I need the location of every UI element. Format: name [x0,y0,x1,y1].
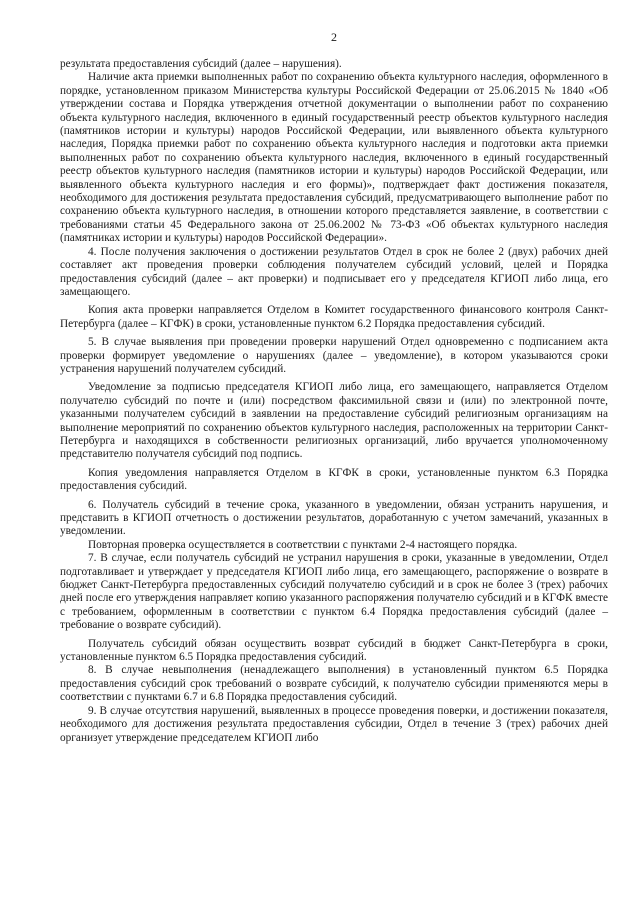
paragraph: 5. В случае выявления при проведении проверки нарушений Отдел одновременно с подписанием акта проверки формирует уведомление о нарушениях (далее – уведомление), в котором указываются сроки устранения нарушений получателем субсидий. [60,336,608,375]
paragraph: Копия акта проверки направляется Отделом в Комитет государственного финансового контроля Санкт-Петербурга (далее – КГФК) в сроки, установленные пунктом 6.2 Порядка предоставления субсидий. [60,304,608,330]
document-body [60,58,608,745]
paragraph: Повторная проверка осуществляется в соответствии с пунктами 2-4 настоящего порядка. [88,538,518,551]
paragraph: 9. В случае отсутствия нарушений, выявленных в процессе проведения поверки, и достижении показателя, необходимого для достижения результата предоставления субсидии, Отдел в течение 3 (трех) рабочих дней организует утверждение председателем КГИОП либо [60,704,608,744]
paragraph: 8. В случае невыполнения (ненадлежащего выполнения) в установленный пунктом 6.5 Порядка предоставления субсидий срок требований о возврате субсидий, к получателю субсидии применяются меры в соответствии с пунктами 6.7 и 6.8 Порядка предоставления субсидий. [60,664,608,704]
paragraph: результата предоставления субсидий (далее – нарушения). [60,58,342,70]
paragraph: 7. В случае, если получатель субсидий не устранил нарушения в сроки, указанные в уведомлении, Отдел подготавливает и утверждает у председателя КГИОП либо лица, его замещающего, распоряжение о возврате в бюджет Санкт-Петербурга предоставленных субсидий получателю субсидий и в срок не более 3 (трех) рабочих дней после его утверждения направляет копию указанного распоряжения получателю субсидий и в КГФК вместе с требованием, оформленным в соответствии с пунктом 6.4 Порядка предоставления субсидий (далее – требование о возврате субсидий). [60,552,608,632]
page-number: 2 [331,30,337,44]
paragraph: 4. После получения заключения о достижении результатов Отдел в срок не более 2 (двух) рабочих дней составляет акт проведения проверки соблюдения получателем субсидий условий, целей и Порядка предоставления субсидий (далее – акт проверки) и подписывает его у председателя КГИОП либо лица, его замещающего. [60,245,608,298]
paragraph: Уведомление за подписью председателя КГИОП либо лица, его замещающего, направляется Отделом получателю субсидий по почте и (или) посредством факсимильной связи и (или) по электронной почте, указанными получателем субсидий в заявлении на предоставление субсидий религиозным организациям на выполнение мероприятий по сохранению объектов культурного наследия, расположенных на территории Санкт-Петербурга и находящихся в собственности религиозных организаций, либо вручается уполномоченному представителю получателя субсидий под подпись. [60,381,608,461]
paragraph: 6. Получатель субсидий в течение срока, указанного в уведомлении, обязан устранить нарушения, и представить в КГИОП отчетность о достижении результатов, доработанную с учетом замечаний, указанных в уведомлении. [60,498,608,538]
paragraph: Получатель субсидий обязан осуществить возврат субсидий в бюджет Санкт-Петербурга в сроки, установленные пунктом 6.5 Порядка предоставления субсидий. [60,637,608,664]
paragraph: Наличие акта приемки выполненных работ по сохранению объекта культурного наследия, оформленного в порядке, установленном приказом Министерства культуры Российской Федерации от 25.06.2015 № 1840 «Об утверждении состава и Порядка утверждения отчетной документации о выполнении работ по сохранению объекта культурного наследия, включенного в единый государственный реестр объектов культурного наследия (памятников истории и культуры) народов Российской Федерации, или выявленного объекта культурного наследия, Порядка приемки работ по сохранению объекта культурного наследия и подготовки акта приемки выполненных работ по сохранению объекта культурного наследия, включенного в единый государственный реестр объектов культурного наследия (памятников истории и культуры) народов Российской Федерации, или выявленного объекта культурного наследия и его формы)», подтверждает факт достижения показателя, необходимого для достижения результата предоставления субсидий, предусматривающего выполнение работ по сохранению объекта культурного наследия, в отношении которого представляется заявление, в соответствии с требованиями статьи 45 Федерального закона от 25.06.2002 № 73-ФЗ «Об объектах культурного наследия (памятниках истории и культуры) народов Российской Федерации». [60,71,608,245]
paragraph: Копия уведомления направляется Отделом в КГФК в сроки, установленные пунктом 6.3 Порядка предоставления субсидий. [60,466,608,493]
